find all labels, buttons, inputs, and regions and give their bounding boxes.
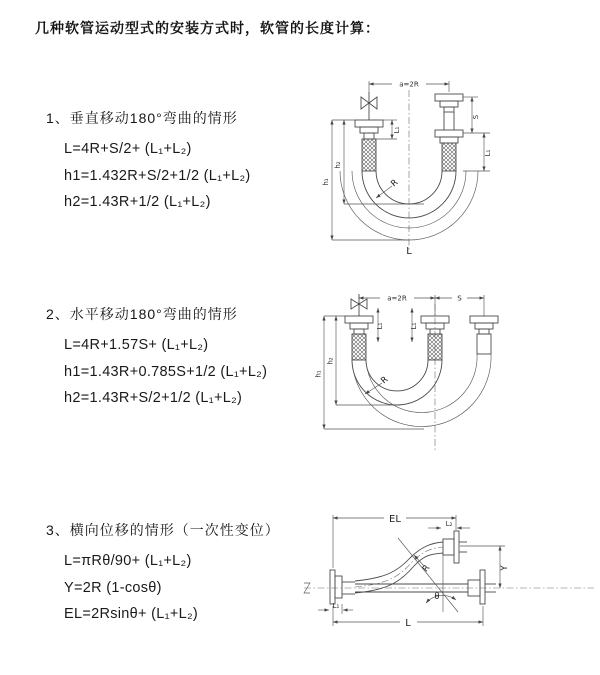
label-R: R (379, 374, 391, 387)
label-R: R (389, 177, 401, 190)
dim-h1 (322, 120, 409, 240)
page-title: 几种软管运动型式的安装方式时，软管的长度计算： (35, 20, 380, 36)
section-2-heading: 2、水平移动180°弯曲的情形 (46, 306, 238, 322)
dim-S (463, 97, 490, 133)
middle-braided-hose (428, 334, 442, 360)
dim-L (333, 606, 483, 629)
dim-L1-middle (410, 308, 418, 342)
dim-L2 (428, 520, 470, 528)
label-h2: h₂ (326, 357, 335, 365)
dim-L1 (318, 602, 353, 614)
label-S: S (457, 294, 462, 303)
left-flange-fitting (355, 120, 383, 139)
dim-EL (333, 514, 456, 568)
diagram-horizontal-180 (312, 286, 590, 458)
label-h1: h₁ (314, 370, 323, 378)
label-L1: L₁ (332, 602, 340, 610)
formula-L: L=πRθ/90+ (L₁+L₂) (64, 553, 192, 569)
formula-h2: h2=1.43R+S/2+1/2 (L₁+L₂) (64, 390, 243, 406)
section-horizontal-180 (46, 304, 321, 412)
dim-h2 (334, 120, 424, 204)
label-EL: EL (389, 514, 401, 525)
formula-h1: h1=1.432R+S/2+1/2 (L₁+L₂) (64, 167, 251, 184)
label-theta: θ (434, 592, 440, 602)
label-L2: L₂ (445, 520, 453, 528)
label-R: R (420, 563, 433, 575)
diagram-lateral-displacement (300, 506, 598, 644)
label-a-2R: a=2R (399, 80, 419, 89)
formula-L: L=4R+S/2+ (L₁+L₂) (64, 141, 192, 157)
right-braided-hose (442, 143, 456, 171)
dim-S (435, 295, 484, 317)
label-L1-left: L₁ (376, 322, 384, 330)
angle-construction (398, 538, 458, 612)
diagram-vertical-180 (312, 72, 590, 257)
dim-L1-right (463, 133, 492, 171)
label-a-2R: a=2R (387, 294, 407, 303)
label-L1-right: L₁ (484, 149, 492, 157)
label-L: L (405, 618, 411, 629)
right-flange-fitting (435, 94, 463, 143)
label-L: L (406, 246, 412, 257)
dim-h1 (315, 316, 425, 429)
section-3-heading: 3、横向位移的情形（一次性变位） (46, 522, 280, 538)
formula-h1: h1=1.43R+0.785S+1/2 (L₁+L₂) (64, 363, 268, 380)
formula-h2: h2=1.43R+1/2 (L₁+L₂) (64, 194, 211, 210)
section-1-heading: 1、垂直移动180°弯曲的情形 (46, 110, 238, 126)
left-flange-fitting (345, 316, 373, 334)
left-braided-hose (352, 334, 366, 360)
formula-L: L=4R+1.57S+ (L₁+L₂) (64, 337, 209, 353)
valve-icon (361, 92, 377, 120)
right-flange-fitting (470, 316, 498, 334)
label-h1: h₁ (322, 178, 330, 186)
left-flange-fitting (330, 570, 355, 604)
dim-L1-left (376, 308, 384, 342)
left-braided-hose (362, 139, 376, 171)
formula-EL: EL=2Rsinθ+ (L₁+L₂) (64, 606, 199, 622)
right-flange-fitting (468, 570, 496, 604)
right-hose-stub (477, 334, 491, 354)
dim-a-2R (359, 295, 435, 317)
section-vertical-180 (46, 108, 321, 216)
radius-callout (376, 178, 400, 198)
formula-Y: Y=2R (1-cosθ) (64, 579, 162, 596)
u-bend-hose (352, 354, 491, 427)
label-Y: Y (500, 565, 510, 571)
label-h2: h₂ (334, 161, 342, 169)
label-L1-middle: L₁ (410, 322, 418, 330)
dim-L1-left (376, 120, 401, 139)
section-lateral-displacement (46, 520, 321, 628)
label-S: S (472, 114, 480, 120)
label-L1-left: L₁ (393, 126, 401, 134)
